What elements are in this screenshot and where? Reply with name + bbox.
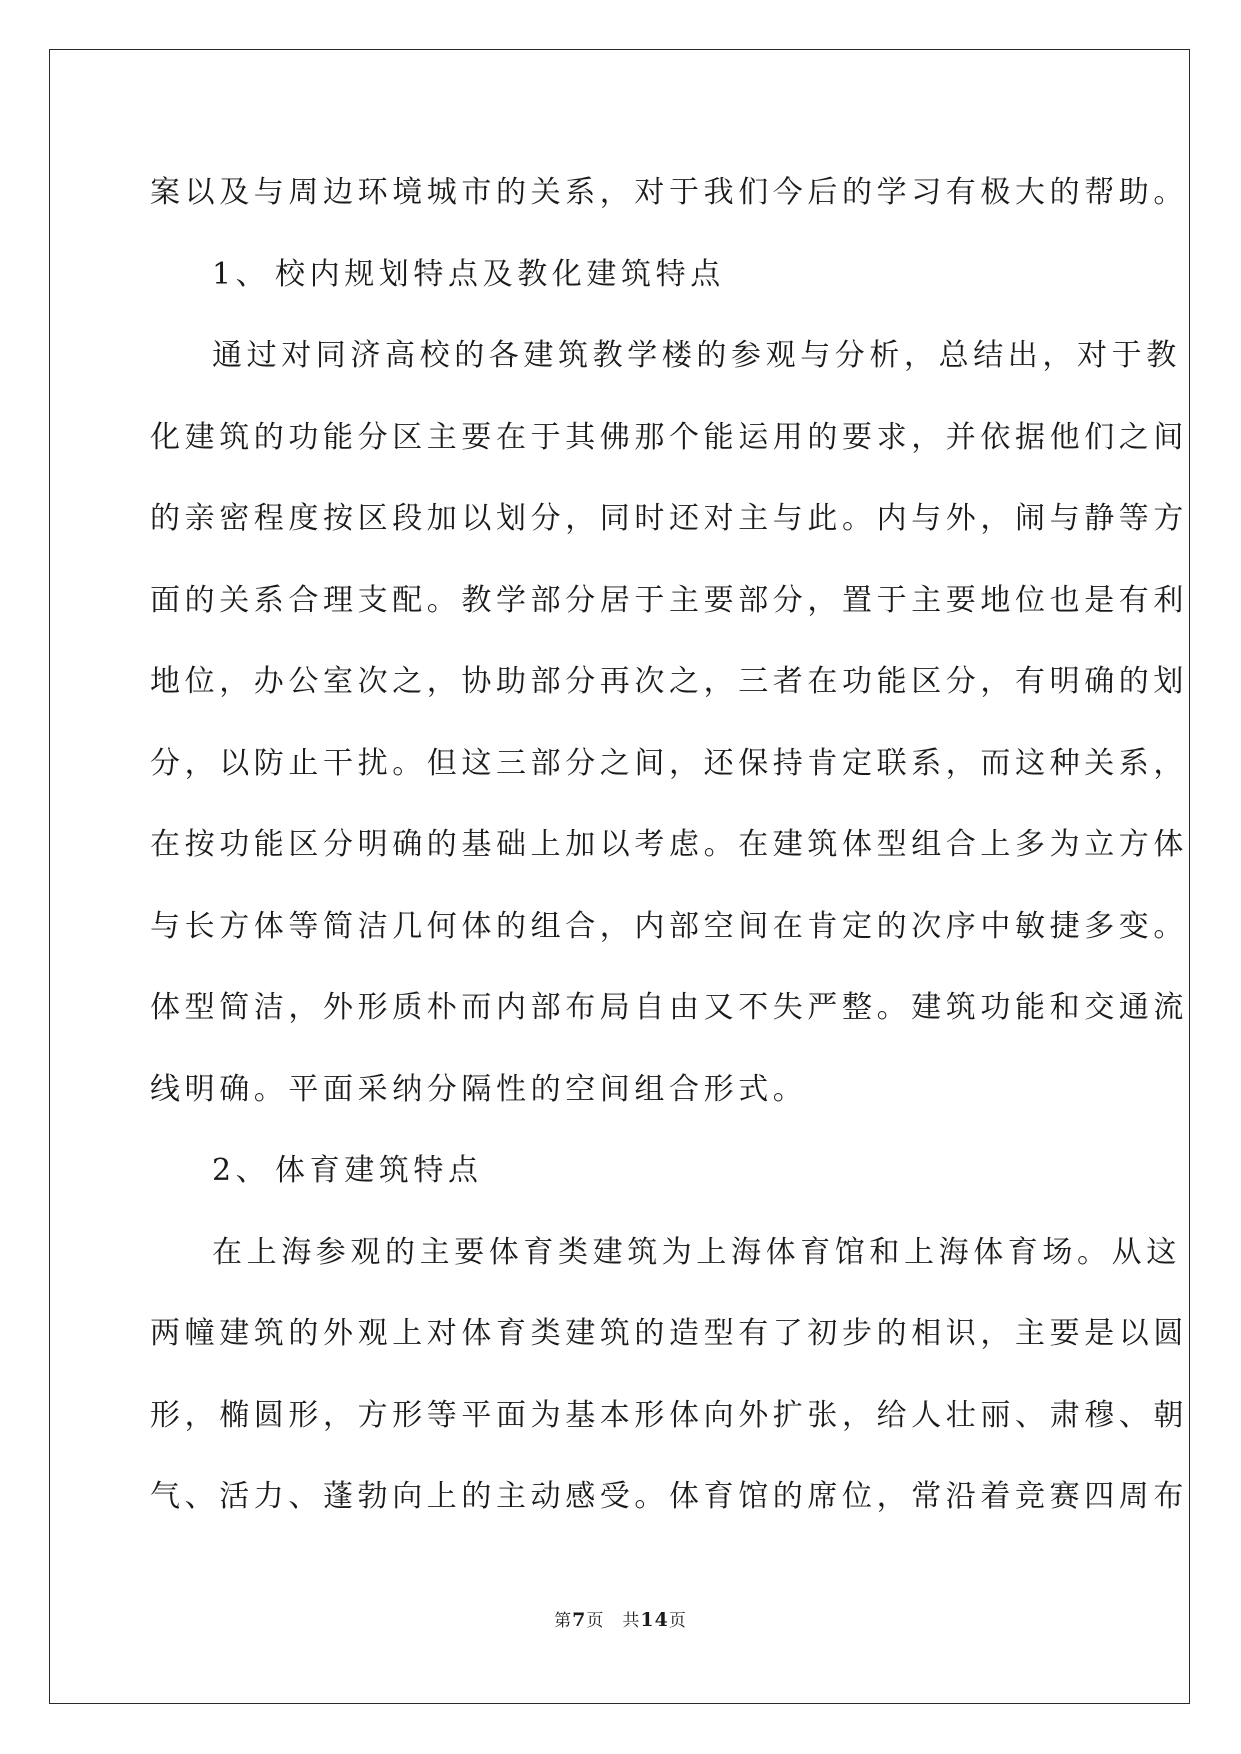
paragraph-line: 地位，办公室次之，协助部分再次之，三者在功能区分，有明确的划 [150,664,1188,699]
current-page-number: 7 [572,1609,587,1631]
paragraph-line: 形，椭圆形，方形等平面为基本形体向外扩张，给人壮丽、肃穆、朝 [150,1397,1188,1433]
document-body [150,152,1188,1538]
paragraph-line: 分，以防止干扰。但这三部分之间，还保持肯定联系，而这种关系， [150,745,1188,781]
paragraph-line: 在上海参观的主要体育类建筑为上海体育馆和上海体育场。从这 [212,1234,1181,1270]
footer-total-suffix: 页 [668,1611,687,1631]
paragraph-line: 在按功能区分明确的基础上加以考虑。在建筑体型组合上多为立方体 [150,827,1188,862]
footer-page-word: 页 [586,1611,605,1631]
paragraph-line: 气、活力、蓬勃向上的主动感受。体育馆的席位，常沿着竞赛四周布 [150,1479,1188,1514]
paragraph-line: 的亲密程度按区段加以划分，同时还对主与此。内与外，闹与静等方 [150,501,1188,536]
heading-number: 1、 [212,256,271,292]
heading-text: 校内规划特点及教化建筑特点 [275,256,725,292]
page-footer [0,1606,1241,1631]
heading-text: 体育建筑特点 [275,1153,483,1188]
paragraph-line: 案以及与周边环境城市的关系，对于我们今后的学习有极大的帮助。 [150,175,1188,210]
footer-total-prefix: 共 [622,1611,641,1631]
heading-number: 2、 [212,1153,271,1188]
paragraph-line: 面的关系合理支配。教学部分居于主要部分，置于主要地位也是有利 [150,582,1188,618]
paragraph-line: 化建筑的功能分区主要在于其佛那个能运用的要求，并依据他们之间 [150,419,1188,455]
footer-prefix: 第 [554,1611,573,1631]
paragraph-line: 通过对同济高校的各建筑教学楼的参观与分析，总结出，对于教 [212,338,1181,373]
paragraph-line: 两幢建筑的外观上对体育类建筑的造型有了初步的相识，主要是以圆 [150,1316,1188,1351]
section-heading-2 [150,1130,1090,1212]
paragraph-line: 与长方体等简洁几何体的组合，内部空间在肯定的次序中敏捷多变。 [150,908,1188,944]
section-heading-1 [150,234,1090,316]
paragraph-line: 线明确。平面采纳分隔性的空间组合形式。 [150,1071,808,1107]
total-page-count: 14 [640,1609,669,1631]
paragraph-line: 体型简洁，外形质朴而内部布局自由又不失严整。建筑功能和交通流 [150,990,1188,1025]
